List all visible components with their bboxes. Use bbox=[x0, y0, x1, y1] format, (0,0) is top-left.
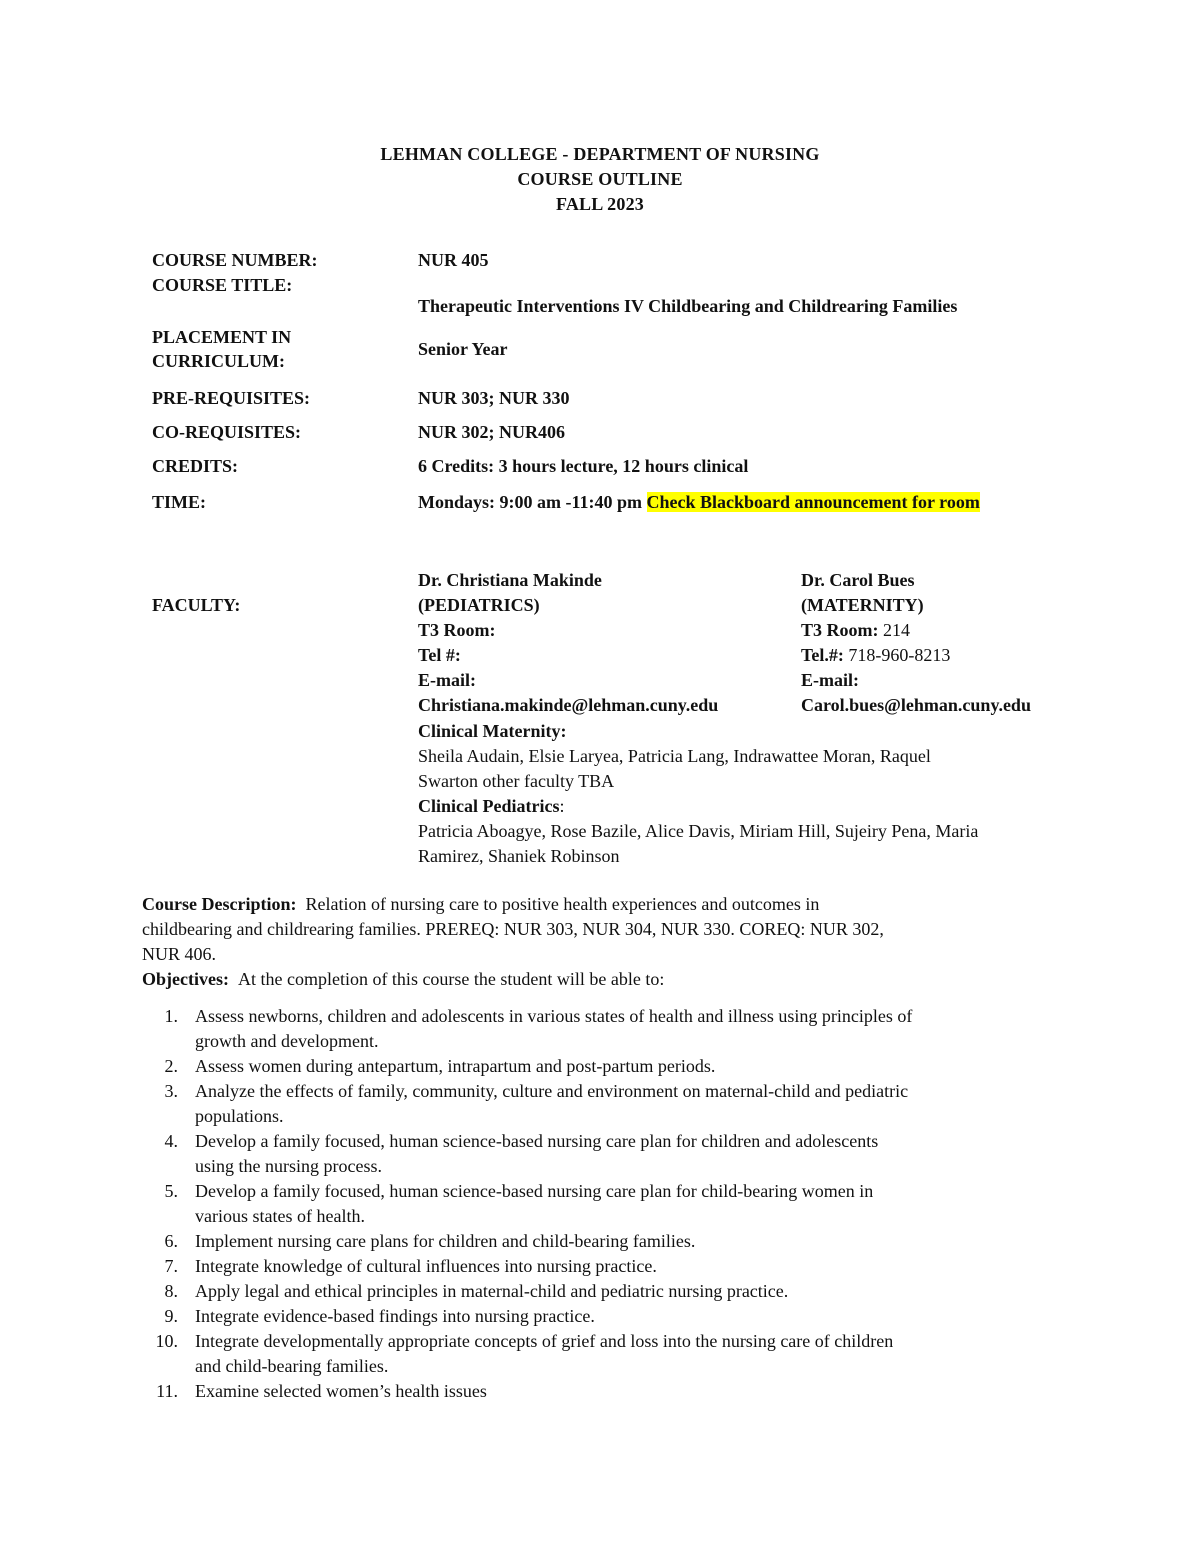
course-number-label: COURSE NUMBER: bbox=[152, 249, 318, 270]
faculty-1-specialty: (PEDIATRICS) bbox=[418, 595, 540, 615]
objective-number: 3. bbox=[164, 1081, 178, 1101]
faculty-label: FACULTY: bbox=[152, 595, 241, 615]
objective-number: 10. bbox=[155, 1331, 178, 1351]
objective-text-continued: populations. bbox=[195, 1106, 284, 1126]
objective-text: Assess women during antepartum, intrapartum and post-partum periods. bbox=[195, 1056, 716, 1076]
objective-number: 1. bbox=[164, 1006, 178, 1026]
coreq-value: NUR 302; NUR406 bbox=[418, 421, 565, 442]
faculty-pediatrics bbox=[418, 568, 718, 718]
objective-number: 2. bbox=[164, 1056, 178, 1076]
objective-text: Implement nursing care plans for children and child-bearing families. bbox=[195, 1231, 696, 1251]
description-line1 bbox=[142, 892, 1062, 917]
clinical-pediatrics-label: Clinical Pediatrics bbox=[418, 796, 560, 816]
description-line3: NUR 406. bbox=[142, 944, 217, 964]
coreq-label: CO-REQUISITES: bbox=[152, 421, 302, 442]
objective-item bbox=[142, 1329, 1072, 1379]
placement-row bbox=[152, 317, 1112, 381]
objective-text: Assess newborns, children and adolescents in various states of health and illness using principles of bbox=[195, 1006, 913, 1026]
clinical-maternity-line1: Sheila Audain, Elsie Laryea, Patricia Lang, Indrawattee Moran, Raquel bbox=[418, 746, 931, 766]
faculty-1-tel-label: Tel #: bbox=[418, 645, 461, 665]
course-info-table bbox=[152, 245, 1112, 521]
faculty-2-email-label: E-mail: bbox=[801, 670, 859, 690]
time-row bbox=[152, 483, 1112, 521]
placement-label-line2: CURRICULUM: bbox=[152, 351, 285, 371]
clinical-maternity-line2: Swarton other faculty TBA bbox=[418, 771, 615, 791]
clinical-pediatrics-line2: Ramirez, Shaniek Robinson bbox=[418, 846, 620, 866]
faculty-2-room-value: 214 bbox=[878, 620, 910, 640]
faculty-2-tel bbox=[801, 643, 1031, 668]
placement-value: Senior Year bbox=[418, 338, 508, 359]
clinical-pediatrics-heading bbox=[418, 794, 1118, 819]
clinical-faculty bbox=[418, 719, 1118, 869]
course-number-row bbox=[152, 245, 1112, 275]
objective-number: 6. bbox=[164, 1231, 178, 1251]
objectives-intro bbox=[142, 967, 1062, 992]
course-number-value: NUR 405 bbox=[418, 249, 489, 270]
prereq-value: NUR 303; NUR 330 bbox=[418, 387, 570, 408]
faculty-2-email[interactable]: Carol.bues@lehman.cuny.edu bbox=[801, 695, 1031, 715]
description-label: Course Description: bbox=[142, 894, 297, 914]
objective-item bbox=[142, 1254, 1072, 1279]
faculty-1-email-label: E-mail: bbox=[418, 670, 476, 690]
objective-text-continued: using the nursing process. bbox=[195, 1156, 382, 1176]
course-description bbox=[142, 892, 1062, 992]
objective-item bbox=[142, 1304, 1072, 1329]
course-title-value: Therapeutic Interventions IV Childbearing and Childrearing Families bbox=[418, 296, 958, 316]
objective-item bbox=[142, 1179, 1072, 1229]
time-value: Mondays: 9:00 am -11:40 pm bbox=[418, 491, 642, 512]
course-outline-title: COURSE OUTLINE bbox=[517, 169, 683, 189]
faculty-2-name: Dr. Carol Bues bbox=[801, 570, 915, 590]
faculty-2-specialty: (MATERNITY) bbox=[801, 595, 924, 615]
faculty-1-name: Dr. Christiana Makinde bbox=[418, 570, 602, 590]
clinical-pediatrics-line1: Patricia Aboagye, Rose Bazile, Alice Davis, Miriam Hill, Sujeiry Pena, Maria bbox=[418, 821, 979, 841]
prereq-row bbox=[152, 381, 1112, 415]
faculty-2-room-label: T3 Room: bbox=[801, 620, 879, 640]
objective-text-continued: growth and development. bbox=[195, 1031, 379, 1051]
semester-title: FALL 2023 bbox=[556, 194, 644, 214]
faculty-2-tel-label: Tel.#: bbox=[801, 645, 844, 665]
objective-text-continued: various states of health. bbox=[195, 1206, 365, 1226]
objective-text: Develop a family focused, human science-based nursing care plan for child-bearing women in bbox=[195, 1181, 874, 1201]
document-header bbox=[0, 142, 1200, 217]
objective-number: 7. bbox=[164, 1256, 178, 1276]
faculty-1-room-label: T3 Room: bbox=[418, 620, 496, 640]
time-label: TIME: bbox=[152, 491, 206, 512]
description-text-1: Relation of nursing care to positive health experiences and outcomes in bbox=[305, 894, 820, 914]
course-title-label: COURSE TITLE: bbox=[152, 275, 293, 295]
clinical-maternity-label: Clinical Maternity: bbox=[418, 721, 567, 741]
course-title-row bbox=[152, 275, 1112, 317]
objective-number: 4. bbox=[164, 1131, 178, 1151]
room-announcement-note: Check Blackboard announcement for room bbox=[646, 491, 980, 512]
objective-item bbox=[142, 1279, 1072, 1304]
objective-item bbox=[142, 1004, 1072, 1054]
faculty-maternity bbox=[801, 568, 1031, 718]
objectives-list bbox=[142, 1004, 1072, 1404]
objective-number: 5. bbox=[164, 1181, 178, 1201]
prereq-label: PRE-REQUISITES: bbox=[152, 387, 311, 408]
credits-label: CREDITS: bbox=[152, 455, 239, 476]
objectives-label: Objectives: bbox=[142, 969, 229, 989]
objective-text: Develop a family focused, human science-based nursing care plan for children and adolescents bbox=[195, 1131, 879, 1151]
objective-item bbox=[142, 1054, 1072, 1079]
objectives-intro-text: At the completion of this course the student will be able to: bbox=[237, 969, 665, 989]
clinical-pediatrics-colon: : bbox=[559, 796, 565, 816]
objective-text: Apply legal and ethical principles in maternal-child and pediatric nursing practice. bbox=[195, 1281, 789, 1301]
faculty-1-email[interactable]: Christiana.makinde@lehman.cuny.edu bbox=[418, 695, 719, 715]
objective-item bbox=[142, 1379, 1072, 1404]
objective-number: 8. bbox=[164, 1281, 178, 1301]
objective-text: Examine selected women’s health issues bbox=[195, 1381, 487, 1401]
faculty-2-room bbox=[801, 618, 1031, 643]
objective-item bbox=[142, 1079, 1072, 1129]
objective-text: Integrate knowledge of cultural influences into nursing practice. bbox=[195, 1256, 657, 1276]
objective-text: Integrate developmentally appropriate concepts of grief and loss into the nursing care of children bbox=[195, 1331, 894, 1351]
description-line2: childbearing and childrearing families. PREREQ: NUR 303, NUR 304, NUR 330. COREQ: NUR 302, bbox=[142, 919, 884, 939]
faculty-2-tel-value: 718-960-8213 bbox=[843, 645, 951, 665]
objective-text-continued: and child-bearing families. bbox=[195, 1356, 389, 1376]
objective-item bbox=[142, 1129, 1072, 1179]
objective-number: 9. bbox=[164, 1306, 178, 1326]
credits-row bbox=[152, 449, 1112, 483]
objective-text: Analyze the effects of family, community, culture and environment on maternal-child and pediatric bbox=[195, 1081, 909, 1101]
time-value-cell bbox=[418, 483, 1112, 521]
objective-number: 11. bbox=[156, 1381, 178, 1401]
college-department-title: LEHMAN COLLEGE - DEPARTMENT OF NURSING bbox=[380, 144, 820, 164]
objective-item bbox=[142, 1229, 1072, 1254]
coreq-row bbox=[152, 415, 1112, 449]
objective-text: Integrate evidence-based findings into nursing practice. bbox=[195, 1306, 595, 1326]
placement-label-line1: PLACEMENT IN bbox=[152, 327, 292, 347]
placement-label bbox=[152, 317, 418, 381]
credits-value: 6 Credits: 3 hours lecture, 12 hours clinical bbox=[418, 455, 749, 476]
